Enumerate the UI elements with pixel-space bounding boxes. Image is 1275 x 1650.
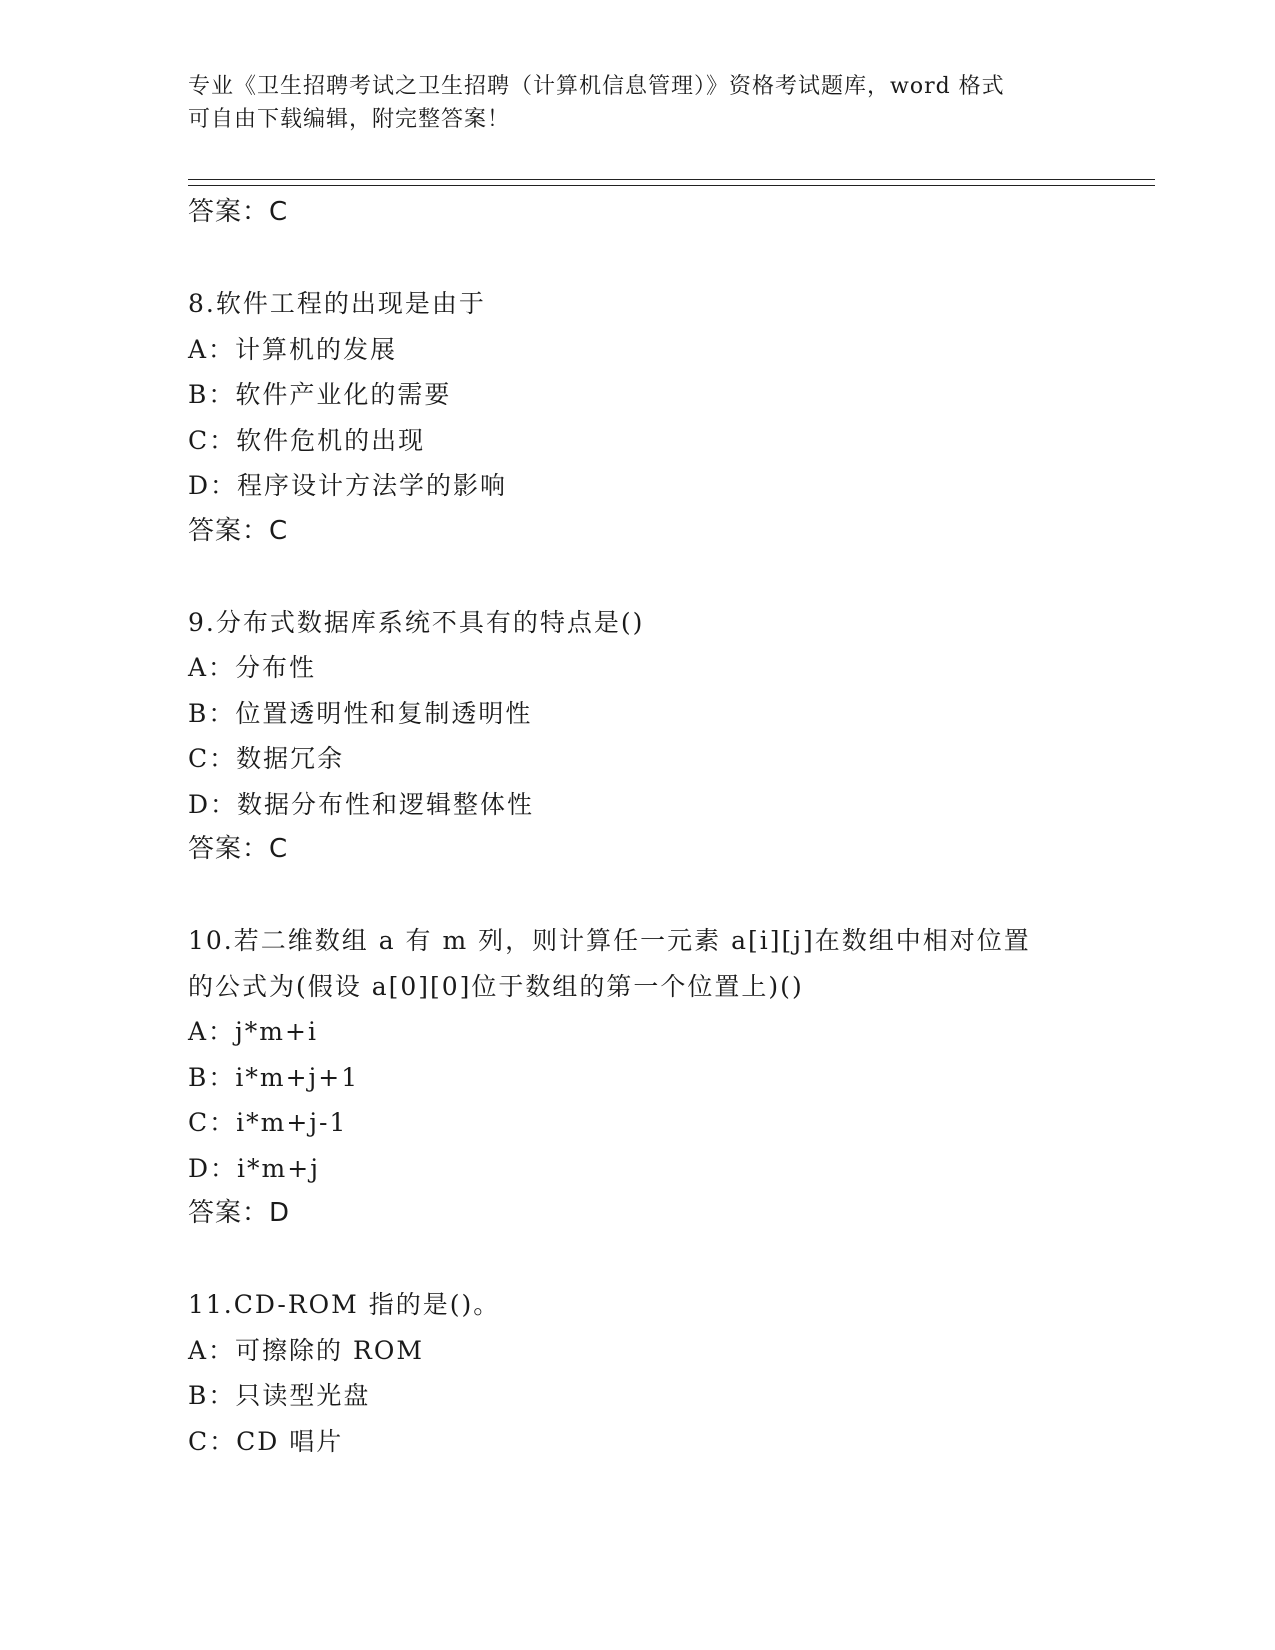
option-b: B：只读型光盘	[188, 1381, 371, 1410]
spacer	[188, 554, 1088, 600]
option-c: C：数据冗余	[188, 744, 345, 773]
option-b: B：软件产业化的需要	[188, 380, 452, 409]
spacer	[188, 236, 1088, 282]
document-header	[188, 70, 1068, 136]
spacer	[188, 1237, 1088, 1283]
option-a: A：可擦除的 ROM	[188, 1335, 424, 1365]
header-line-1: 专业《卫生招聘考试之卫生招聘（计算机信息管理）》资格考试题库，word 格式	[188, 74, 1005, 99]
option-d: D：i*m+j	[188, 1153, 320, 1183]
answer-line: 答案：C	[188, 515, 289, 546]
option-c: C：CD 唱片	[188, 1426, 344, 1456]
header-line-2: 可自由下载编辑，附完整答案！	[188, 107, 511, 132]
option-b: B：位置透明性和复制透明性	[188, 698, 533, 728]
question-stem: 9.分布式数据库系统不具有的特点是()	[188, 607, 645, 637]
question-11	[188, 1282, 1088, 1464]
question-10	[188, 918, 1088, 1237]
question-stem: 8.软件工程的出现是由于	[188, 289, 486, 318]
question-stem: 11.CD-ROM 指的是()。	[188, 1290, 501, 1319]
option-d: D：程序设计方法学的影响	[188, 471, 508, 500]
option-b: B：i*m+j+1	[188, 1062, 360, 1092]
option-d: D：数据分布性和逻辑整体性	[188, 789, 535, 819]
question-stem-continued: 的公式为(假设 a[0][0]位于数组的第一个位置上)()	[188, 971, 804, 1001]
question-9	[188, 600, 1088, 873]
question-stem: 10.若二维数组 a 有 m 列，则计算任一元素 a[i][j]在数组中相对位置	[188, 926, 1031, 955]
question-list	[188, 190, 1088, 1464]
header-divider-top	[188, 179, 1155, 180]
question-8	[188, 281, 1088, 554]
answer-line: 答案：D	[188, 1198, 291, 1228]
header-divider-bottom	[188, 185, 1155, 186]
option-a: A：分布性	[188, 653, 317, 682]
spacer	[188, 873, 1088, 919]
option-c: C：软件危机的出现	[188, 425, 426, 455]
option-a: A：j*m+i	[188, 1017, 318, 1046]
answer-line: 答案：C	[188, 197, 289, 227]
option-c: C：i*m+j-1	[188, 1108, 348, 1137]
option-a: A：计算机的发展	[188, 334, 398, 364]
answer-line: 答案：C	[188, 834, 289, 864]
